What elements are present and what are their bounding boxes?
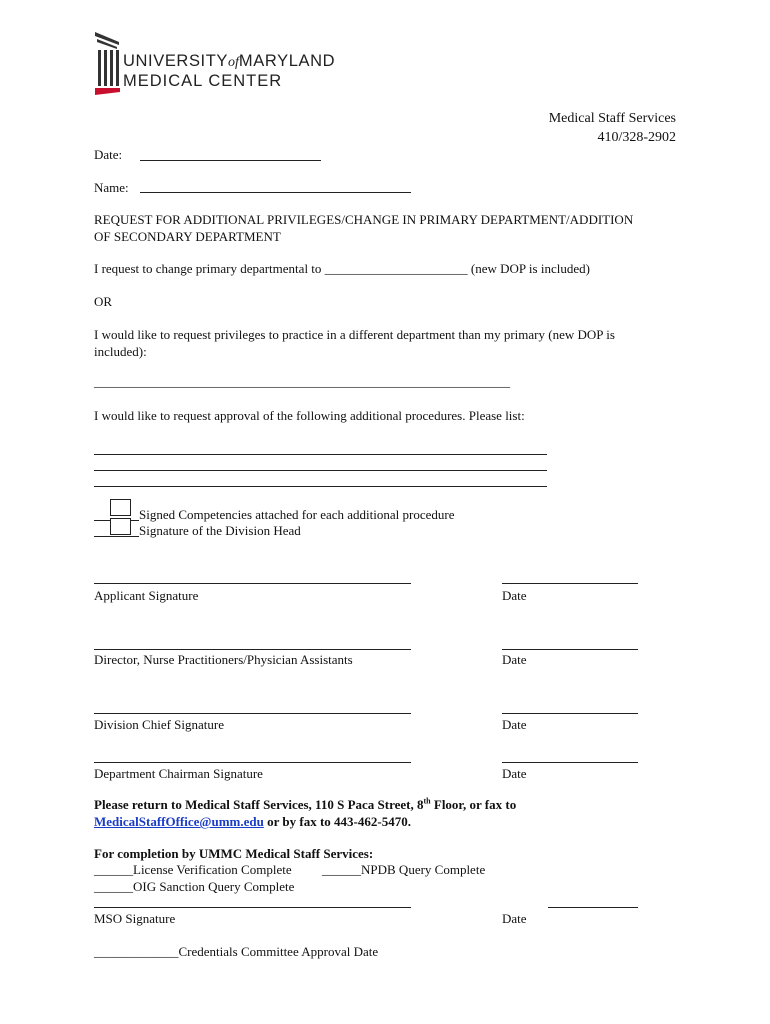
competencies-checkbox[interactable] [110,499,131,516]
competencies-label: Signed Competencies attached for each additional procedure [139,507,455,522]
director-signature-line[interactable] [94,649,411,650]
department-blank-line[interactable]: ________________________________________________________________ [94,374,510,389]
applicant-date-line[interactable] [502,583,638,584]
chairman-signature-line[interactable] [94,762,411,763]
form-title-line2: OF SECONDARY DEPARTMENT [94,229,281,244]
chairman-date-label: Date [502,766,527,781]
fax-text: or by fax to 443-462-5470. [263,814,411,829]
date-label: Date: [94,147,123,162]
procedure-line-2[interactable] [94,470,547,471]
director-date-line[interactable] [502,649,638,650]
university-dome-icon [92,30,122,96]
return-instructions-line1 [94,797,516,813]
division-head-checkbox[interactable] [110,518,131,535]
mso-date-line[interactable] [548,907,638,908]
division-chief-date-label: Date [502,717,527,732]
procedures-prompt: I would like to request approval of the following additional procedures. Please list: [94,408,525,423]
credentials-committee-item: _____________Credentials Committee Approval Date [94,944,379,959]
logo-word-of: of [228,55,239,70]
return-instructions-line2 [94,814,411,830]
header-dept: Medical Staff Services [548,111,676,126]
return-text-a: Please return to Medical Staff Services, 110 S Paca Street, 8 [94,797,424,812]
applicant-signature-label: Applicant Signature [94,588,199,603]
npdb-query-item: ______NPDB Query Complete [322,862,486,877]
name-field[interactable] [140,192,411,193]
logo-word-medical-center: MEDICAL CENTER [123,72,283,90]
chairman-date-line[interactable] [502,762,638,763]
license-verification-item: ______License Verification Complete [94,862,292,877]
different-dept-text-line1: I would like to request privileges to practice in a different department than my primary (new DOP is [94,327,615,342]
director-date-label: Date [502,652,527,667]
date-field[interactable] [140,160,321,161]
applicant-signature-line[interactable] [94,583,411,584]
email-link[interactable]: MedicalStaffOffice@umm.edu [94,814,264,829]
applicant-date-label: Date [502,588,527,603]
header-phone: 410/328-2902 [597,130,676,145]
form-title-line1: REQUEST FOR ADDITIONAL PRIVILEGES/CHANGE IN PRIMARY DEPARTMENT/ADDITION [94,212,634,227]
change-primary-text: I request to change primary departmental to ______________________ (new DOP is included) [94,261,590,276]
chairman-signature-label: Department Chairman Signature [94,766,263,781]
different-dept-text-line2: included): [94,344,147,359]
or-text: OR [94,294,113,309]
name-label: Name: [94,180,129,195]
procedure-line-3[interactable] [94,486,547,487]
division-chief-signature-line[interactable] [94,713,411,714]
oig-sanction-item: ______OIG Sanction Query Complete [94,879,295,894]
check-underline-2 [94,536,139,537]
logo-wordmark [123,52,335,90]
procedure-line-1[interactable] [94,454,547,455]
mso-signature-line[interactable] [94,907,411,908]
division-chief-signature-label: Division Chief Signature [94,717,224,732]
return-text-b: Floor, or fax to [430,797,517,812]
return-text-sup: th [423,796,431,806]
director-signature-label: Director, Nurse Practitioners/Physician Assistants [94,652,353,667]
mso-date-label: Date [502,911,527,926]
division-chief-date-line[interactable] [502,713,638,714]
division-head-label: Signature of the Division Head [139,523,301,538]
completion-heading: For completion by UMMC Medical Staff Services: [94,846,374,861]
logo-word-university: UNIVERSITY [123,52,229,70]
logo-word-maryland: MARYLAND [238,52,336,70]
mso-signature-label: MSO Signature [94,911,176,926]
